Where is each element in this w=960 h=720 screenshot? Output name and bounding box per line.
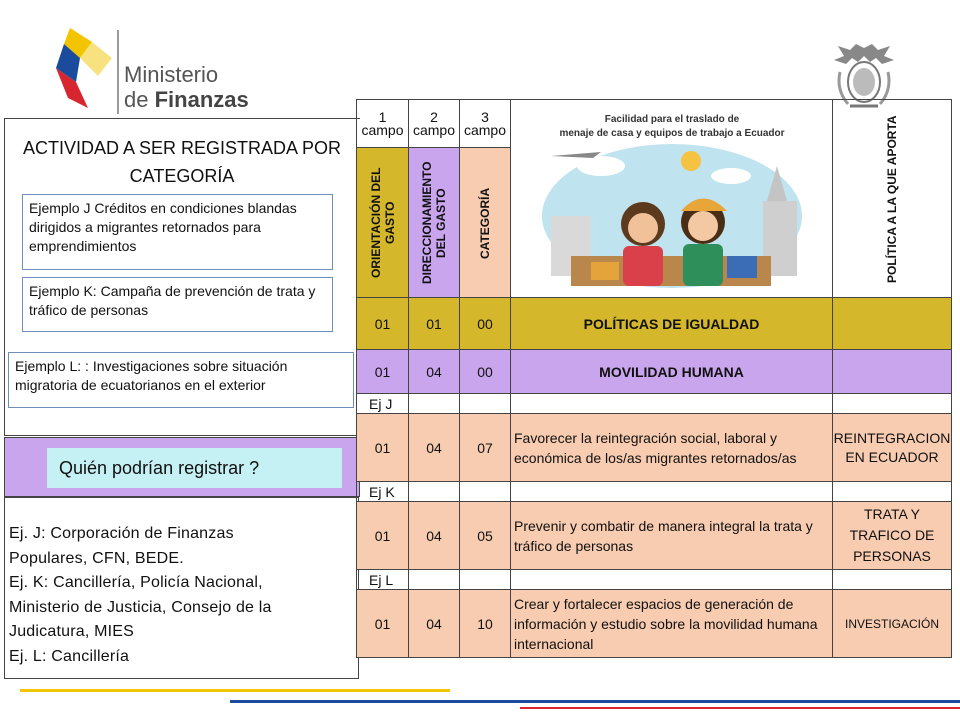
cell-c3: 07 bbox=[460, 414, 511, 482]
example-label: Ej J bbox=[357, 394, 409, 414]
cell-desc: Prevenir y combatir de manera integral la trata y tráfico de personas bbox=[511, 502, 833, 570]
footer-line-red bbox=[520, 707, 960, 709]
cell-politica bbox=[833, 298, 952, 350]
answer-line: Ej. J: Corporación de Finanzas bbox=[9, 525, 234, 542]
table-row bbox=[357, 394, 952, 414]
cell-c2: 04 bbox=[409, 590, 460, 658]
cell-desc: POLÍTICAS DE IGUALDAD bbox=[511, 298, 833, 350]
cell-desc: Favorecer la reintegración social, laboral y económica de los/as migrantes retornados/as bbox=[511, 414, 833, 482]
answer-line: Ministerio de Justicia, Consejo de la bbox=[9, 598, 272, 616]
categoria-header: CATEGORÍA bbox=[478, 186, 492, 259]
direccionamiento-header-cell bbox=[409, 148, 460, 298]
cell-c1: 01 bbox=[357, 590, 409, 658]
question-label: Quién podrían registrar ? bbox=[47, 448, 342, 488]
activity-title: ACTIVIDAD A SER REGISTRADA POR CATEGORÍA bbox=[22, 138, 342, 186]
example-j-box: Ejemplo J Créditos en condiciones blandas dirigidos a migrantes retornados para emprendimientos bbox=[22, 194, 333, 270]
illustration-title-line1: Facilidad para el traslado de bbox=[604, 113, 739, 125]
table-row bbox=[357, 482, 952, 502]
example-l-box: Ejemplo L: : Investigaciones sobre situación migratoria de ecuatorianos en el exterior bbox=[8, 352, 354, 408]
illustration-cell bbox=[511, 100, 833, 298]
table-row bbox=[357, 298, 952, 350]
campo-1-header: 1 campo bbox=[357, 100, 409, 148]
migration-illustration bbox=[531, 106, 813, 292]
cell-c1: 01 bbox=[357, 502, 409, 570]
cell-c3: 10 bbox=[460, 590, 511, 658]
answer-line: Populares, CFN, BEDE. bbox=[9, 549, 184, 567]
answer-line: Ej. L: Cancillería bbox=[9, 647, 130, 665]
logo-divider bbox=[117, 30, 119, 114]
table-row bbox=[357, 502, 952, 570]
cell-c2: 01 bbox=[409, 298, 460, 350]
cell-c3: 00 bbox=[460, 298, 511, 350]
example-label: Ej L bbox=[357, 570, 409, 590]
category-table bbox=[356, 99, 952, 658]
answer-line: Judicatura, MIES bbox=[9, 623, 135, 640]
ministerio-logo-icon bbox=[50, 28, 112, 114]
answer-line: Ej. K: Cancillería, Policía Nacional, bbox=[9, 574, 263, 591]
cell-politica bbox=[833, 350, 952, 394]
cell-politica: TRATA Y TRAFICO DE PERSONAS bbox=[833, 502, 952, 570]
categoria-header-cell bbox=[460, 148, 511, 298]
politica-header: POLÍTICA A LA QUE APORTA bbox=[885, 114, 899, 283]
cell-c1: 01 bbox=[357, 298, 409, 350]
cell-politica: REINTEGRACION EN ECUADOR bbox=[833, 414, 952, 482]
cell-politica: INVESTIGACIÓN bbox=[833, 590, 952, 658]
footer-line-yellow bbox=[20, 689, 450, 692]
campo-3-header: 3 campo bbox=[460, 100, 511, 148]
campo-2-header: 2 campo bbox=[409, 100, 460, 148]
table-row bbox=[357, 590, 952, 658]
table-row bbox=[357, 350, 952, 394]
cell-c1: 01 bbox=[357, 414, 409, 482]
answer-panel bbox=[4, 497, 359, 679]
cell-desc: Crear y fortalecer espacios de generación de información y estudio sobre la movilidad humana internacional bbox=[511, 590, 833, 658]
logo-text-line2: de Finanzas bbox=[124, 87, 249, 112]
cell-c1: 01 bbox=[357, 350, 409, 394]
direccionamiento-header: DIRECCIONAMIENTO DEL GASTO bbox=[420, 161, 448, 284]
example-k-box: Ejemplo K: Campaña de prevención de trata y tráfico de personas bbox=[22, 277, 333, 332]
example-label: Ej K bbox=[357, 482, 409, 502]
cell-c3: 05 bbox=[460, 502, 511, 570]
orientacion-header-cell bbox=[357, 148, 409, 298]
table-row bbox=[357, 414, 952, 482]
footer-line-blue bbox=[230, 700, 960, 703]
cell-desc: MOVILIDAD HUMANA bbox=[511, 350, 833, 394]
logo-text-line1: Ministerio bbox=[124, 62, 219, 87]
cell-c2: 04 bbox=[409, 414, 460, 482]
politica-header-cell bbox=[833, 100, 952, 298]
illustration-title-line2: menaje de casa y equipos de trabajo a Ecuador bbox=[558, 127, 785, 139]
orientacion-header: ORIENTACIÓN DEL GASTO bbox=[368, 167, 397, 278]
table-row bbox=[357, 570, 952, 590]
cell-c3: 00 bbox=[460, 350, 511, 394]
cell-c2: 04 bbox=[409, 502, 460, 570]
cell-c2: 04 bbox=[409, 350, 460, 394]
